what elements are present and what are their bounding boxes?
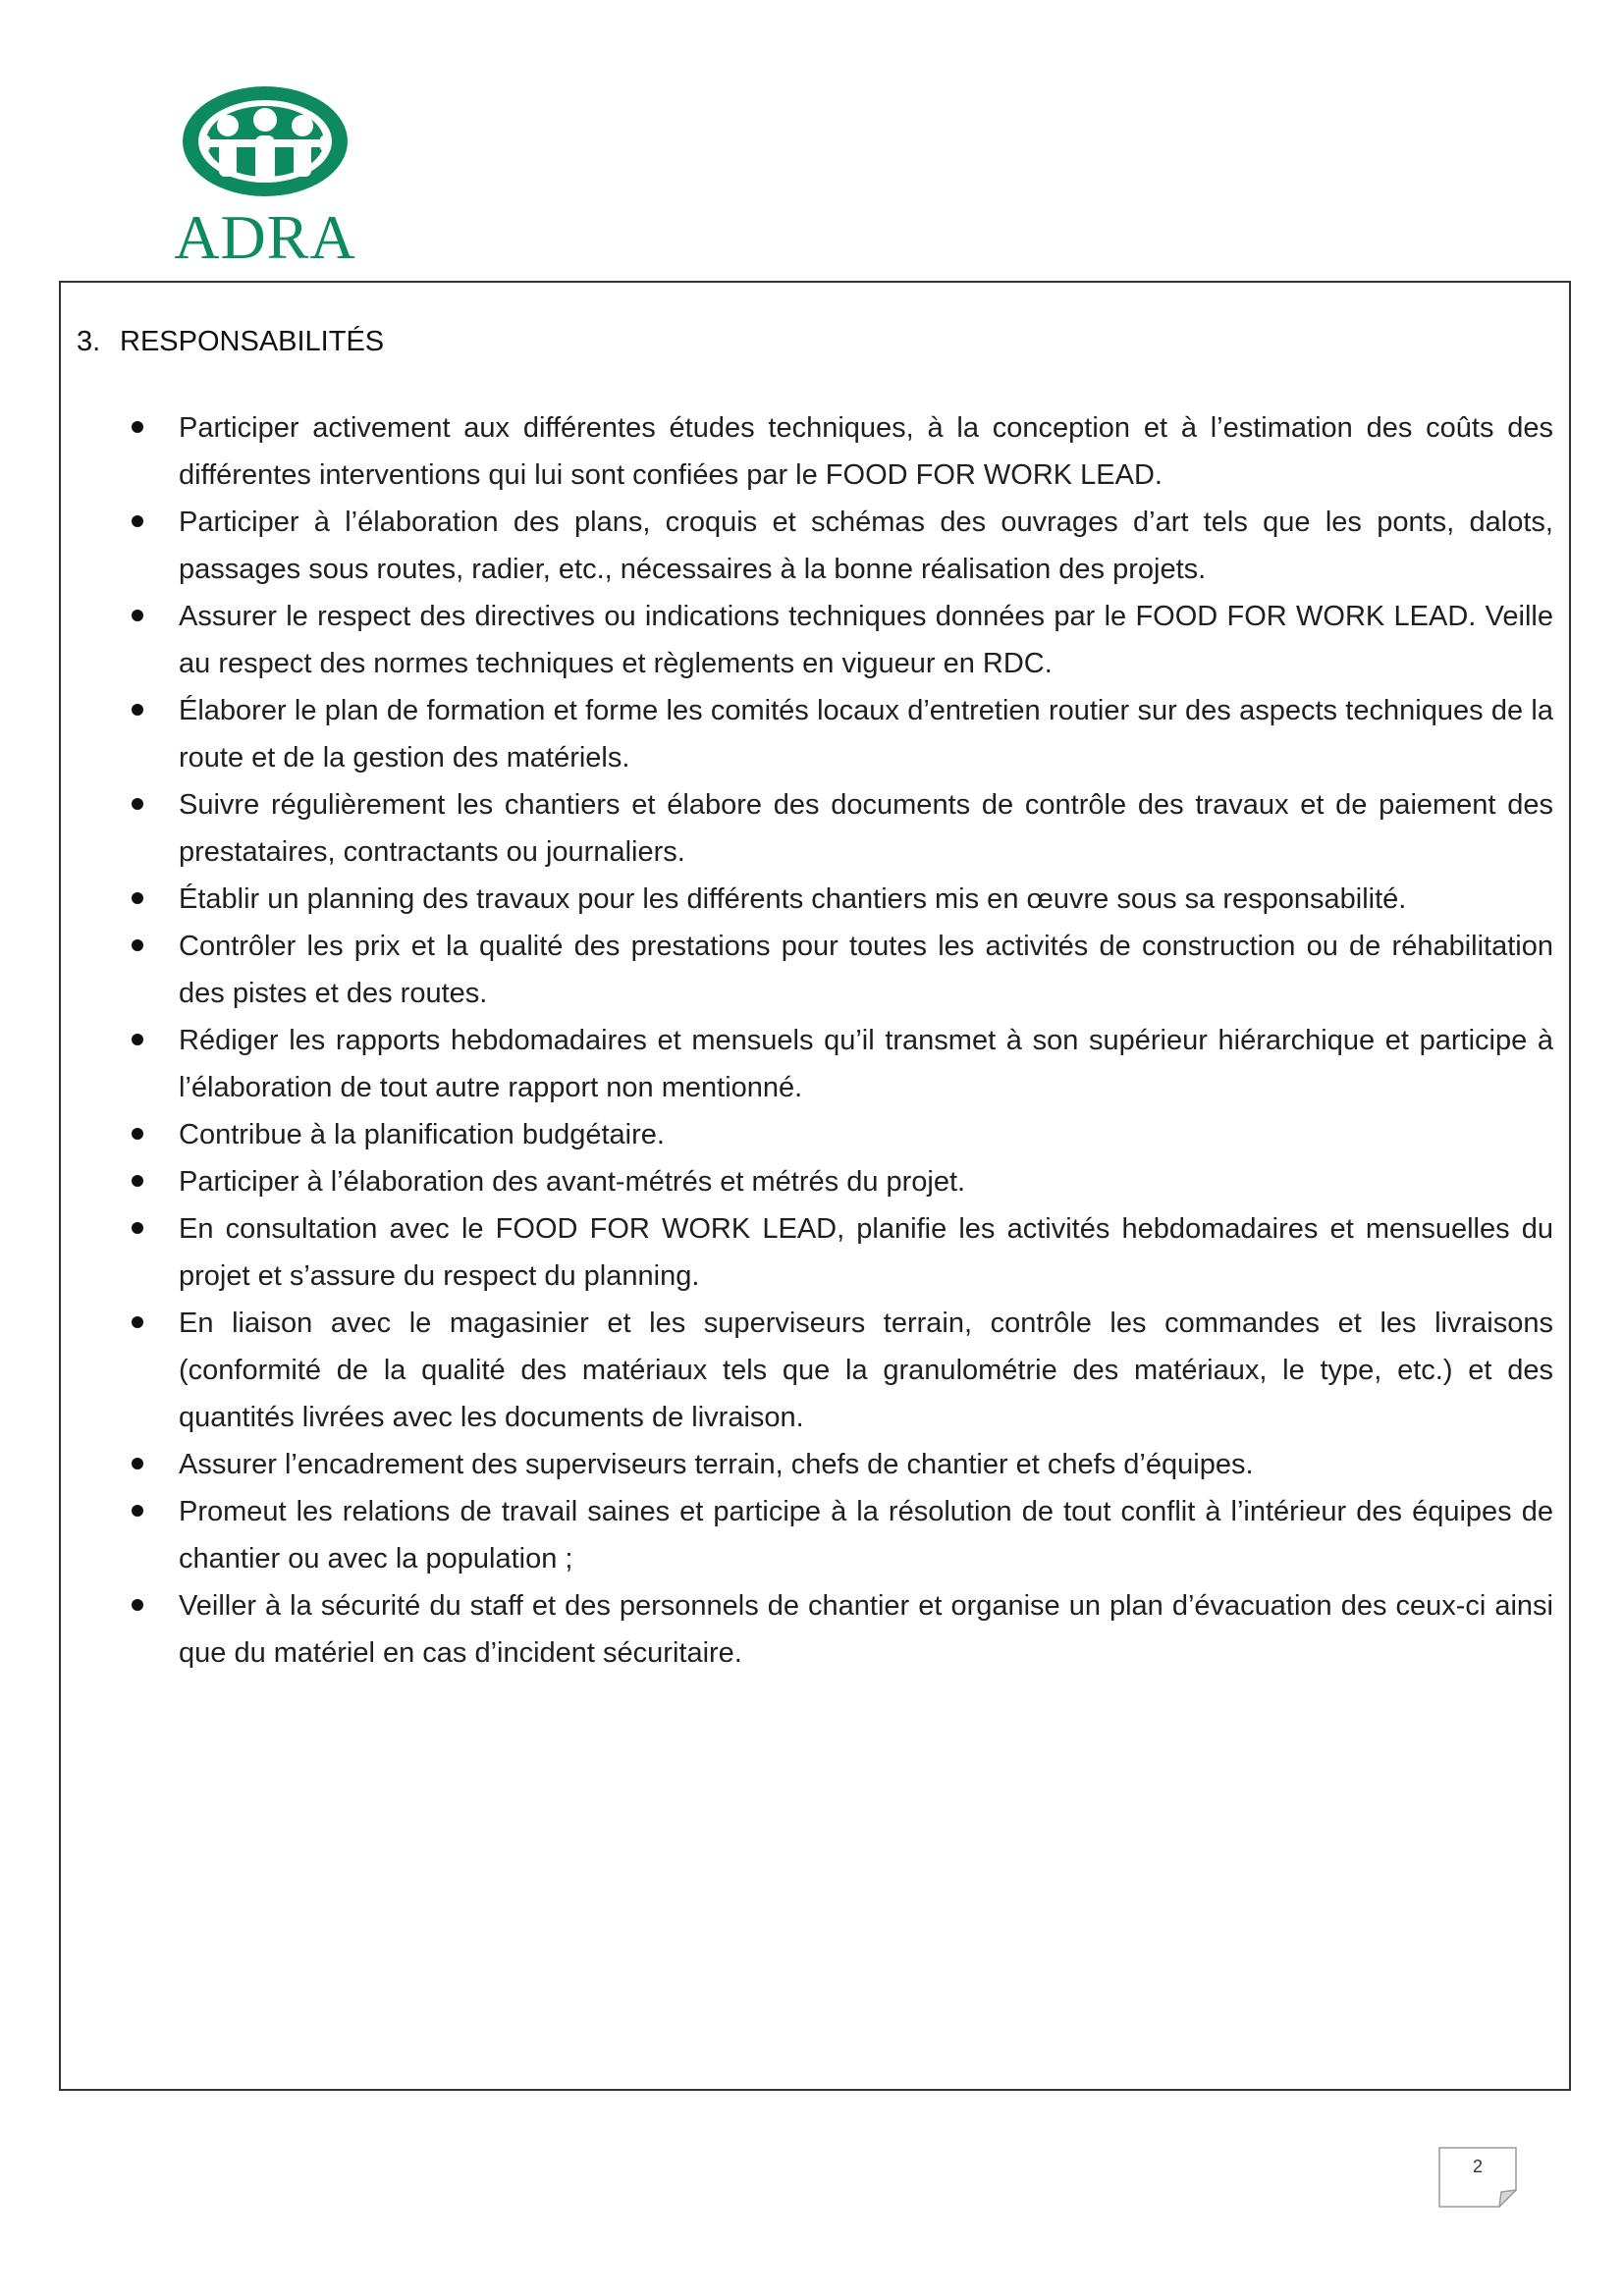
list-item-text: Participer activement aux différentes études techniques, à la conception et à l’estimation des coûts des différentes interventions qui lui sont confiées par le FOOD FOR WORK LEAD. xyxy=(179,412,1553,491)
list-item-text: Assurer l’encadrement des superviseurs terrain, chefs de chantier et chefs d’équipes. xyxy=(179,1449,1254,1480)
list-item-text: En liaison avec le magasinier et les superviseurs terrain, contrôle les commandes et les livraisons (conformité de la qualité des matériaux tels que la granulométrie des matériaux, le type, etc.) et des quantités livrées avec les documents de livraison. xyxy=(179,1308,1553,1433)
list-item-text: Rédiger les rapports hebdomadaires et mensuels qu’il transmet à son supérieur hiérarchique et participe à l’élaboration de tout autre rapport non mentionné. xyxy=(179,1025,1553,1103)
list-item xyxy=(61,593,1569,687)
list-item xyxy=(61,404,1569,499)
adra-logo xyxy=(167,80,363,272)
list-item xyxy=(61,1441,1569,1488)
list-item-text: Établir un planning des travaux pour les différents chantiers mis en œuvre sous sa responsabilité. xyxy=(179,883,1407,915)
list-item xyxy=(61,1488,1569,1582)
bullet-icon xyxy=(132,1034,143,1045)
adra-people-emblem-icon xyxy=(167,80,363,198)
list-item-text: Promeut les relations de travail saines et participe à la résolution de tout conflit à l’intérieur des équipes de chantier ou avec la population ; xyxy=(179,1496,1553,1575)
bullet-icon xyxy=(132,1128,143,1140)
list-item xyxy=(61,499,1569,593)
bullet-icon xyxy=(132,939,143,951)
list-item xyxy=(61,1582,1569,1677)
list-item xyxy=(61,1158,1569,1205)
bullet-icon xyxy=(132,610,143,621)
bullet-icon xyxy=(132,704,143,716)
list-item-text: Veiller à la sécurité du staff et des personnels de chantier et organise un plan d’évacuation des ceux-ci ainsi que du matériel en cas d’incident sécuritaire. xyxy=(179,1590,1553,1669)
list-item-text: Suivre régulièrement les chantiers et élabore des documents de contrôle des travaux et de paiement des prestataires, contractants ou journaliers. xyxy=(179,789,1553,868)
bullet-icon xyxy=(132,1599,143,1611)
list-item xyxy=(61,1017,1569,1111)
list-item xyxy=(61,781,1569,876)
bullet-icon xyxy=(132,1505,143,1517)
section-number: 3. xyxy=(77,326,101,357)
logo-text: ADRA xyxy=(174,202,356,272)
content-frame xyxy=(59,281,1571,2091)
list-item xyxy=(61,923,1569,1017)
list-item-text: Contribue à la planification budgétaire. xyxy=(179,1119,665,1150)
bullet-icon xyxy=(132,1458,143,1469)
bullet-icon xyxy=(132,1222,143,1234)
list-item-text: Contrôler les prix et la qualité des prestations pour toutes les activités de construction ou de réhabilitation des pistes et des routes. xyxy=(179,931,1553,1009)
bullet-icon xyxy=(132,1316,143,1328)
list-item-text: Assurer le respect des directives ou indications techniques données par le FOOD FOR WORK LEAD. Veille au respect des normes techniques et règlements en vigueur en RDC. xyxy=(179,601,1553,679)
list-item-text: Élaborer le plan de formation et forme les comités locaux d’entretien routier sur des aspects techniques de la route et de la gestion des matériels. xyxy=(179,695,1553,774)
bullet-icon xyxy=(132,892,143,904)
bullet-icon xyxy=(132,1175,143,1187)
list-item xyxy=(61,876,1569,923)
list-item xyxy=(61,1300,1569,1441)
list-item xyxy=(61,687,1569,781)
bullet-icon xyxy=(132,515,143,527)
list-item-text: Participer à l’élaboration des plans, croquis et schémas des ouvrages d’art tels que les ponts, dalots, passages sous routes, radier, etc., nécessaires à la bonne réalisation des projets. xyxy=(179,507,1553,585)
bullet-icon xyxy=(132,798,143,810)
page-number: 2 xyxy=(1472,2157,1483,2176)
list-item xyxy=(61,1205,1569,1300)
section-heading xyxy=(77,326,384,358)
bullet-icon xyxy=(132,421,143,433)
list-item-text: Participer à l’élaboration des avant-métrés et métrés du projet. xyxy=(179,1166,966,1198)
section-title: RESPONSABILITÉS xyxy=(120,326,385,357)
page-number-box xyxy=(1438,2147,1517,2208)
list-item-text: En consultation avec le FOOD FOR WORK LEAD, planifie les activités hebdomadaires et mensuelles du projet et s’assure du respect du planning. xyxy=(179,1213,1553,1292)
responsibilities-list xyxy=(61,404,1569,1677)
list-item xyxy=(61,1111,1569,1158)
